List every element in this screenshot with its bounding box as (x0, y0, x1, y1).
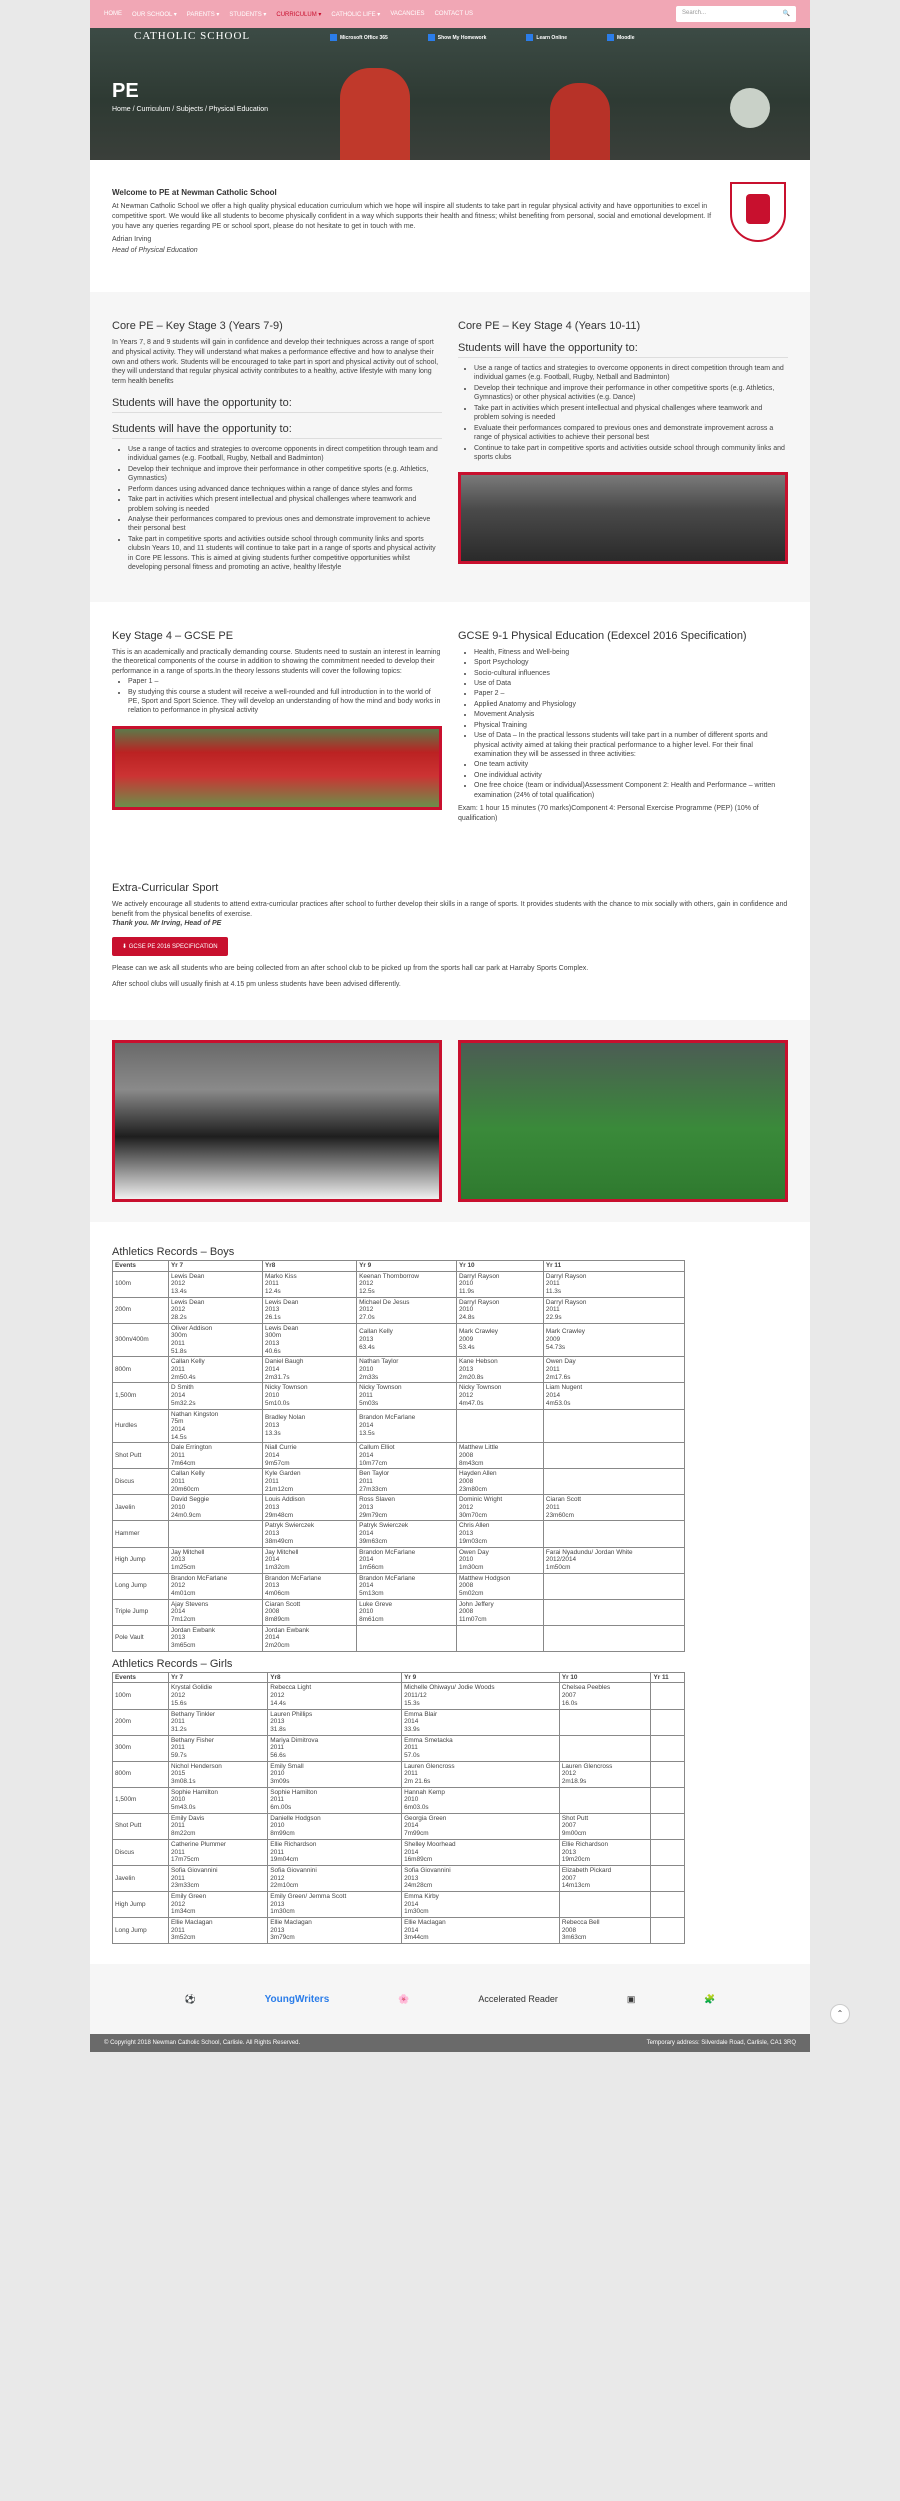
list-item: • Use of Data – In the practical lessons students will take part in a number of different sports and physical activity aimed at taking their practical performance to a higher level. For their final examination they will be assessed in three activities: (474, 731, 788, 759)
event-cell: Triple Jump (113, 1599, 169, 1625)
gcse-list (112, 677, 442, 716)
record-cell: Sofia Giovannini 2011 23m33cm (169, 1865, 268, 1891)
record-cell: Matthew Little 2008 8m43cm (456, 1443, 543, 1469)
top-nav (90, 0, 810, 28)
record-cell: Emma Smetacka 2011 57.0s (402, 1735, 560, 1761)
event-cell: Hurdles (113, 1409, 169, 1443)
record-cell: Brandon McFarlane 2014 5m13cm (357, 1573, 457, 1599)
table-row (113, 1383, 685, 1409)
event-cell: Shot Putt (113, 1443, 169, 1469)
record-cell: Nathan Kingston 75m 2014 14.5s (169, 1409, 263, 1443)
record-cell: Catherine Plummer 2011 17m75cm (169, 1839, 268, 1865)
table-header-cell: Events (113, 1672, 169, 1683)
record-cell: Hayden Allen 2008 23m80cm (456, 1469, 543, 1495)
record-cell (651, 1683, 685, 1709)
copyright: © Copyright 2018 Newman Catholic School, Carlisle. All Rights Reserved. (104, 2040, 301, 2047)
record-cell: Brandon McFarlane 2013 4m06cm (263, 1573, 357, 1599)
signature-role: Head of Physical Education (112, 247, 198, 255)
record-cell: Liam Nugent 2014 4m53.0s (543, 1383, 684, 1409)
ks3-subtitle-2: Students will have the opportunity to: (112, 423, 442, 439)
table-row (113, 1839, 685, 1865)
event-cell: High Jump (113, 1547, 169, 1573)
record-cell: Kyle Garden 2011 21m12cm (263, 1469, 357, 1495)
breadcrumb[interactable]: Home / Curriculum / Subjects / Physical Education (112, 106, 269, 113)
table-row (113, 1891, 685, 1917)
record-cell (543, 1573, 684, 1599)
gallery-photo-pitch (458, 1040, 788, 1202)
list-item: • One team activity (474, 760, 788, 769)
ks3-list (112, 445, 442, 573)
record-cell: D Smith 2014 5m32.2s (169, 1383, 263, 1409)
record-cell: Brandon McFarlane 2014 13.5s (357, 1409, 457, 1443)
welcome-body: At Newman Catholic School we offer a high quality physical education curriculum which we hope will inspire all students to take part in regular physical activity and have opportunities to excel in competitive sport. We would like all students to become physically confident in a way which supports their health and fitness; whilst benefiting from personal, social and emotional development. If you have any queries regarding PE or school sport, please do not hesitate to get in touch with me. (112, 203, 712, 231)
microsoft-logo[interactable]: ▣ (626, 1993, 636, 2004)
event-cell: Long Jump (113, 1573, 169, 1599)
record-cell: Jordan Ewbank 2014 2m20cm (263, 1625, 357, 1651)
record-cell (651, 1735, 685, 1761)
office-icon (330, 34, 337, 41)
quick-link-learn[interactable]: Learn Online (526, 34, 567, 41)
record-cell (456, 1625, 543, 1651)
core-pe-section (90, 292, 810, 602)
record-cell: Callan Kelly 2011 2m50.4s (169, 1357, 263, 1383)
record-cell: Ellie Maclagan 2011 3m52cm (169, 1918, 268, 1944)
table-row (113, 1813, 685, 1839)
quick-links (330, 34, 634, 41)
table-row (113, 1683, 685, 1709)
list-item: • Use a range of tactics and strategies to overcome opponents in direct competition through team and individual games (e.g. Football, Rugby, Netball and Badminton) (128, 445, 442, 464)
record-cell: Rebecca Light 2012 14.4s (268, 1683, 402, 1709)
record-cell: Niall Currie 2014 9m57cm (263, 1443, 357, 1469)
record-cell (543, 1443, 684, 1469)
accelerated-reader-logo[interactable]: Accelerated Reader (478, 1994, 558, 2005)
nav-catholic-life[interactable]: CATHOLIC LIFE ▾ (331, 11, 381, 18)
partner-logos (90, 1964, 810, 2034)
table-row (113, 1443, 685, 1469)
list-item: • One individual activity (474, 771, 788, 780)
record-cell: Elizabeth Pickard 2007 14m13cm (559, 1865, 651, 1891)
record-cell: Matthew Hodgson 2008 5m02cm (456, 1573, 543, 1599)
event-cell: Discus (113, 1839, 169, 1865)
nav-home[interactable]: HOME (104, 11, 122, 17)
record-cell (651, 1813, 685, 1839)
record-cell (559, 1735, 651, 1761)
record-cell (456, 1409, 543, 1443)
list-item: • Applied Anatomy and Physiology (474, 700, 788, 709)
boys-records-table (112, 1260, 685, 1652)
record-cell: Brandon McFarlane 2014 1m56cm (357, 1547, 457, 1573)
group-photo (112, 726, 442, 810)
table-row (113, 1573, 685, 1599)
event-cell: 100m (113, 1683, 169, 1709)
boys-records-title: Athletics Records – Boys (112, 1245, 235, 1258)
partner-logo[interactable]: 🧩 (704, 1993, 716, 2004)
table-header-cell: Yr 9 (357, 1260, 457, 1271)
ks3-intro: In Years 7, 8 and 9 students will gain in confidence and develop their techniques across a range of sport and physical activity. They will understand what makes a performance effective and how to analyse their own and others work. Students will be encouraged to take part in sport and physical activity out of school, they will understand that regular physical activity contributes to a healthy, active lifestyle with many long term health benefits (112, 339, 439, 386)
record-cell: Rebecca Bell 2008 3m63cm (559, 1918, 651, 1944)
record-cell: Ellie Maclagan 2013 3m79cm (268, 1918, 402, 1944)
table-header-cell: Yr 11 (543, 1260, 684, 1271)
table-row (113, 1297, 685, 1323)
edexcel-title: GCSE 9-1 Physical Education (Edexcel 2016 Specification) (458, 629, 747, 642)
record-cell: Jordan Ewbank 2013 3m65cm (169, 1625, 263, 1651)
record-cell: Bethany Tinkler 2011 31.2s (169, 1709, 268, 1735)
record-cell (651, 1865, 685, 1891)
record-cell (651, 1787, 685, 1813)
event-cell: Shot Putt (113, 1813, 169, 1839)
record-cell: Ciaran Scott 2011 23m60cm (543, 1495, 684, 1521)
search-placeholder: Search... (682, 10, 707, 16)
list-item: • Paper 2 – (474, 689, 788, 698)
records-section (90, 1222, 810, 1964)
record-cell: Daniel Baugh 2014 2m31.7s (263, 1357, 357, 1383)
record-cell: Chelsea Peebles 2007 16.0s (559, 1683, 651, 1709)
record-cell: Nichol Henderson 2015 3m08.1s (169, 1761, 268, 1787)
table-row (113, 1599, 685, 1625)
record-cell: Krystal Golidie 2012 15.6s (169, 1683, 268, 1709)
nav-vacancies[interactable]: VACANCIES (390, 11, 425, 17)
young-writers-logo[interactable]: YoungWriters (264, 1993, 330, 2005)
record-cell: Patryk Swierczek 2013 38m49cm (263, 1521, 357, 1547)
nav-our-school[interactable]: OUR SCHOOL ▾ (132, 11, 177, 18)
record-cell: Ajay Stevens 2014 7m12cm (169, 1599, 263, 1625)
nav-parents[interactable]: PARENTS ▾ (186, 11, 220, 18)
record-cell: Jay Mitchell 2013 1m25cm (169, 1547, 263, 1573)
record-cell (651, 1918, 685, 1944)
quick-link-moodle[interactable]: Moodle (607, 34, 635, 41)
record-cell: Kane Hebson 2013 2m20.8s (456, 1357, 543, 1383)
record-cell: Shot Putt 2007 9m00cm (559, 1813, 651, 1839)
list-item: • Movement Analysis (474, 710, 788, 719)
event-cell: Hammer (113, 1521, 169, 1547)
record-cell: Ellie Richardson 2011 19m04cm (268, 1839, 402, 1865)
ks4-title: Core PE – Key Stage 4 (Years 10-11) (458, 320, 641, 332)
record-cell: Bethany Fisher 2011 59.7s (169, 1735, 268, 1761)
table-row (113, 1918, 685, 1944)
record-cell: Owen Day 2011 2m17.6s (543, 1357, 684, 1383)
record-cell: Dale Errington 2011 7m64cm (169, 1443, 263, 1469)
record-cell: Sofia Giovannini 2012 22m10cm (268, 1865, 402, 1891)
table-row (113, 1521, 685, 1547)
record-cell (543, 1521, 684, 1547)
record-cell: Hannah Kemp 2010 6m03.0s (402, 1787, 560, 1813)
search-icon[interactable]: 🔍 (782, 11, 790, 17)
table-header-cell: Yr 10 (559, 1672, 651, 1683)
table-row (113, 1469, 685, 1495)
back-to-top-button[interactable] (830, 2004, 850, 2024)
event-cell: 200m (113, 1297, 169, 1323)
photo-gallery (90, 1020, 810, 1222)
record-cell: Mark Crawley 2009 54.73s (543, 1323, 684, 1357)
record-cell: Sofia Giovannini 2013 24m28cm (402, 1865, 560, 1891)
record-cell: Dominic Wright 2012 30m70cm (456, 1495, 543, 1521)
list-item: • Evaluate their performances compared to previous ones and demonstrate improvement across a range of physical activities to achieve their personal best (474, 424, 788, 443)
extra-note-2: After school clubs will usually finish at 4.15 pm unless students have been advised differently. (112, 981, 401, 989)
edexcel-column (458, 630, 788, 824)
record-cell: Lauren Glencross 2011 2m 21.6s (402, 1761, 560, 1787)
record-cell: Emily Davis 2011 8m22cm (169, 1813, 268, 1839)
list-item: • Use a range of tactics and strategies to overcome opponents in direct competition through team and individual games (e.g. Football, Rugby, Netball and Badminton) (474, 364, 788, 383)
list-item: • Use of Data (474, 679, 788, 688)
ks3-subtitle-1: Students will have the opportunity to: (112, 397, 442, 413)
list-item: • Take part in competitive sports and activities outside school through community links and sports clubsIn Years 10, and 11 students will continue to take part in a range of sports and physical activity in Core PE lessons. This is aimed at giving students further competitive opportunities whilst developing personal fitness and promoting an active, healthy lifestyle (128, 535, 442, 573)
record-cell: David Seggie 2010 24m0.9cm (169, 1495, 263, 1521)
list-item: • Paper 1 – (128, 677, 442, 686)
record-cell: Nicky Townson 2010 5m10.0s (263, 1383, 357, 1409)
record-cell: Mark Crawley 2009 53.4s (456, 1323, 543, 1357)
record-cell: Oliver Addison 300m 2011 51.8s (169, 1323, 263, 1357)
partner-logo[interactable]: ⚽ (184, 1993, 196, 2004)
record-cell: Lauren Glencross 2012 2m18.9s (559, 1761, 651, 1787)
event-cell: High Jump (113, 1891, 169, 1917)
quick-link-homework[interactable]: Show My Homework (428, 34, 487, 41)
table-header-cell: Yr8 (268, 1672, 402, 1683)
event-cell: Javelin (113, 1865, 169, 1891)
table-row (113, 1787, 685, 1813)
gcse-body: This is an academically and practically demanding course. Students need to sustain an interest in learning the theoretical components of the course in addition to showing the commitment needed to develop their performance in a range of sports.In the theory lessons students will cover the following topics: (112, 648, 441, 676)
record-cell: Ross Slaven 2013 29m79cm (357, 1495, 457, 1521)
record-cell (651, 1891, 685, 1917)
table-row (113, 1625, 685, 1651)
ks3-title: Core PE – Key Stage 3 (Years 7-9) (112, 320, 283, 332)
record-cell: Marko Kiss 2011 12.4s (263, 1271, 357, 1297)
list-item: • Develop their technique and improve their performance in other competitive sports (e.g. Athletics, Gymnastics) or other physical activities (e.g. Dance) (474, 384, 788, 403)
hero-player-image (340, 68, 410, 160)
search-input[interactable] (676, 6, 796, 22)
record-cell: Emma Kirby 2014 1m30cm (402, 1891, 560, 1917)
record-cell (651, 1761, 685, 1787)
nav-curriculum[interactable]: CURRICULUM ▾ (276, 11, 322, 18)
ks4-subtitle: Students will have the opportunity to: (458, 342, 788, 358)
ks4-column (458, 320, 788, 574)
learn-icon (526, 34, 533, 41)
list-item: • Take part in activities which present intellectual and physical challenges where teamwork and problem solving is needed (474, 404, 788, 423)
ks4-list (458, 364, 788, 462)
list-item: • Take part in activities which present intellectual and physical challenges where teamwork and problem solving is needed (128, 495, 442, 514)
record-cell: Louis Addison 2013 29m48cm (263, 1495, 357, 1521)
table-header-cell: Yr 7 (169, 1260, 263, 1271)
table-row (113, 1709, 685, 1735)
table-header-cell: Yr 11 (651, 1672, 685, 1683)
record-cell (543, 1469, 684, 1495)
record-cell: Georgia Green 2014 7m99cm (402, 1813, 560, 1839)
list-item: • Continue to take part in competitive sports and activities outside school through community links and sports clubs (474, 444, 788, 463)
record-cell (559, 1709, 651, 1735)
record-cell: Ellie Richardson 2013 19m20cm (559, 1839, 651, 1865)
record-cell: Callan Kelly 2011 20m60cm (169, 1469, 263, 1495)
address: Temporary address: Silverdale Road, Carlisle, CA1 3RQ (646, 2040, 796, 2047)
gcse-section (90, 602, 810, 852)
event-cell: Discus (113, 1469, 169, 1495)
list-item: • By studying this course a student will receive a well-rounded and full introduction in to the world of PE, Sport and Sport Science. They will develop an understanding of how the mind and body works in relation to performance in physical activity (128, 688, 442, 716)
table-row (113, 1547, 685, 1573)
record-cell: Darryl Rayson 2011 22.9s (543, 1297, 684, 1323)
page-title: PE (112, 80, 139, 102)
hero-player-image-2 (550, 83, 610, 160)
event-cell: 800m (113, 1357, 169, 1383)
extra-body: We actively encourage all students to attend extra-curricular practices after school to further develop their skills in a range of sports. It provides students with the chance to mix socially with others, gain in confidence and benefit from the physical benefits of exercise. (112, 900, 788, 918)
list-item: • Socio-cultural influences (474, 669, 788, 678)
list-item: • Sport Psychology (474, 658, 788, 667)
record-cell (559, 1787, 651, 1813)
record-cell: Mariya Dimitrova 2011 56.6s (268, 1735, 402, 1761)
record-cell (543, 1625, 684, 1651)
event-cell: 1,500m (113, 1383, 169, 1409)
table-header-cell: Yr 10 (456, 1260, 543, 1271)
record-cell: Nicky Townson 2011 5m03s (357, 1383, 457, 1409)
table-header-cell: Events (113, 1260, 169, 1271)
record-cell: Ellie Maclagan 2014 3m44cm (402, 1918, 560, 1944)
record-cell: Shelley Moorhead 2014 16m89cm (402, 1839, 560, 1865)
event-cell: Long Jump (113, 1918, 169, 1944)
record-cell: Patryk Swierczek 2014 39m63cm (357, 1521, 457, 1547)
record-cell (543, 1599, 684, 1625)
hero-ball-image (730, 88, 770, 128)
list-item: • Health, Fitness and Well-being (474, 648, 788, 657)
record-cell: Nathan Taylor 2010 2m33s (357, 1357, 457, 1383)
girls-records-title: Athletics Records – Girls (112, 1657, 233, 1670)
record-cell (559, 1891, 651, 1917)
table-row (113, 1735, 685, 1761)
table-row (113, 1761, 685, 1787)
record-cell: Lewis Dean 2012 13.4s (169, 1271, 263, 1297)
record-cell: Danielle Hodgson 2010 8m99cm (268, 1813, 402, 1839)
event-cell: 300m/400m (113, 1323, 169, 1357)
event-cell: 200m (113, 1709, 169, 1735)
partner-logo[interactable]: 🌸 (398, 1993, 410, 2004)
record-cell: Darryl Rayson 2010 24.8s (456, 1297, 543, 1323)
moodle-icon (607, 34, 614, 41)
record-cell: Jay Mitchell 2014 1m32cm (263, 1547, 357, 1573)
record-cell: Emma Blair 2014 33.9s (402, 1709, 560, 1735)
girls-records-table (112, 1672, 685, 1944)
gallery-photo-group (112, 1040, 442, 1202)
footer (90, 2034, 810, 2052)
event-cell: 1,500m (113, 1787, 169, 1813)
list-item: • Analyse their performances compared to previous ones and demonstrate improvement to achieve their personal best (128, 515, 442, 534)
welcome-title: Welcome to PE at Newman Catholic School (112, 188, 277, 197)
list-item: • Perform dances using advanced dance techniques within a range of dance styles and forms (128, 485, 442, 494)
list-item: • Develop their technique and improve their performance in other competitive sports (e.g. Athletics, Gymnastics) (128, 465, 442, 484)
welcome-section (90, 160, 810, 292)
table-row (113, 1865, 685, 1891)
record-cell: Lauren Phillips 2013 31.8s (268, 1709, 402, 1735)
table-row (113, 1323, 685, 1357)
record-cell (651, 1839, 685, 1865)
team-photo (458, 472, 788, 564)
list-item: • One free choice (team or individual)Assessment Component 2: Health and Performance – written examination (24% of total qualification) (474, 781, 788, 800)
record-cell: Callum Elliot 2014 10m77cm (357, 1443, 457, 1469)
record-cell: Nicky Townson 2012 4m47.0s (456, 1383, 543, 1409)
nav-contact[interactable]: CONTACT US (434, 11, 474, 17)
hero-banner (90, 28, 810, 160)
record-cell: Chris Allen 2013 19m03cm (456, 1521, 543, 1547)
record-cell (543, 1409, 684, 1443)
ks3-column (112, 320, 442, 574)
record-cell: Lewis Dean 2013 26.1s (263, 1297, 357, 1323)
table-header-cell: Yr 7 (169, 1672, 268, 1683)
record-cell (357, 1625, 457, 1651)
table-header-row (113, 1672, 685, 1683)
record-cell: Sophie Hamilton 2011 6m.00s (268, 1787, 402, 1813)
record-cell: John Jeffery 2008 11m07cm (456, 1599, 543, 1625)
school-crest-logo (730, 182, 786, 242)
event-cell: Pole Vault (113, 1625, 169, 1651)
record-cell: Darryl Rayson 2010 11.9s (456, 1271, 543, 1297)
record-cell: Ben Taylor 2011 27m33cm (357, 1469, 457, 1495)
event-cell: 800m (113, 1761, 169, 1787)
exam-info: Exam: 1 hour 15 minutes (70 marks)Component 4: Personal Exercise Programme (PEP) (10% of qualification) (458, 805, 759, 823)
record-cell (169, 1521, 263, 1547)
event-cell: Javelin (113, 1495, 169, 1521)
extra-thanks: Thank you. Mr Irving, Head of PE (112, 920, 222, 928)
list-item: • Physical Training (474, 721, 788, 730)
homework-icon (428, 34, 435, 41)
extra-curricular-section (90, 852, 810, 1020)
record-cell: Lewis Dean 2012 28.2s (169, 1297, 263, 1323)
quick-link-office[interactable]: Microsoft Office 365 (330, 34, 388, 41)
record-cell: Emily Small 2010 3m09s (268, 1761, 402, 1787)
edexcel-list (458, 648, 788, 801)
table-header-cell: Yr8 (263, 1260, 357, 1271)
gcse-title: Key Stage 4 – GCSE PE (112, 629, 234, 642)
table-header-cell: Yr 9 (402, 1672, 560, 1683)
record-cell: Keenan Thornborrow 2012 12.5s (357, 1271, 457, 1297)
extra-note-1: Please can we ask all students who are being collected from an after school club to be picked up from the sports hall car park at Harraby Sports Complex. (112, 965, 589, 973)
download-spec-button[interactable]: ⬇ GCSE PE 2016 SPECIFICATION (112, 937, 228, 956)
record-cell: Brandon McFarlane 2012 4m01cm (169, 1573, 263, 1599)
nav-students[interactable]: STUDENTS ▾ (229, 11, 267, 18)
extra-title: Extra-Curricular Sport (112, 881, 219, 894)
table-row (113, 1495, 685, 1521)
record-cell: Emily Green 2012 1m34cm (169, 1891, 268, 1917)
record-cell: Farai Nyadundu/ Jordan White 2012/2014 1m50cm (543, 1547, 684, 1573)
table-row (113, 1271, 685, 1297)
record-cell: Emily Green/ Jemma Scott 2013 1m30cm (268, 1891, 402, 1917)
table-row (113, 1357, 685, 1383)
record-cell: Callan Kelly 2013 63.4s (357, 1323, 457, 1357)
record-cell: Darryl Rayson 2011 11.3s (543, 1271, 684, 1297)
record-cell: Sophie Hamilton 2010 5m43.0s (169, 1787, 268, 1813)
signature-name: Adrian Irving (112, 236, 152, 244)
record-cell: Bradley Nolan 2013 13.3s (263, 1409, 357, 1443)
record-cell: Michelle Ohiwayu/ Jodie Woods 2011/12 15.3s (402, 1683, 560, 1709)
record-cell: Michael De Jesus 2012 27.0s (357, 1297, 457, 1323)
chevron-up-icon: ⌃ (836, 2009, 844, 2019)
event-cell: 300m (113, 1735, 169, 1761)
table-row (113, 1409, 685, 1443)
record-cell (651, 1709, 685, 1735)
record-cell: Ciaran Scott 2008 8m89cm (263, 1599, 357, 1625)
record-cell: Luke Greve 2010 8m61cm (357, 1599, 457, 1625)
event-cell: 100m (113, 1271, 169, 1297)
gcse-column (112, 630, 442, 824)
table-header-row (113, 1260, 685, 1271)
record-cell: Lewis Dean 300m 2013 40.6s (263, 1323, 357, 1357)
school-name: CATHOLIC SCHOOL (134, 30, 251, 42)
record-cell: Owen Day 2010 1m30cm (456, 1547, 543, 1573)
